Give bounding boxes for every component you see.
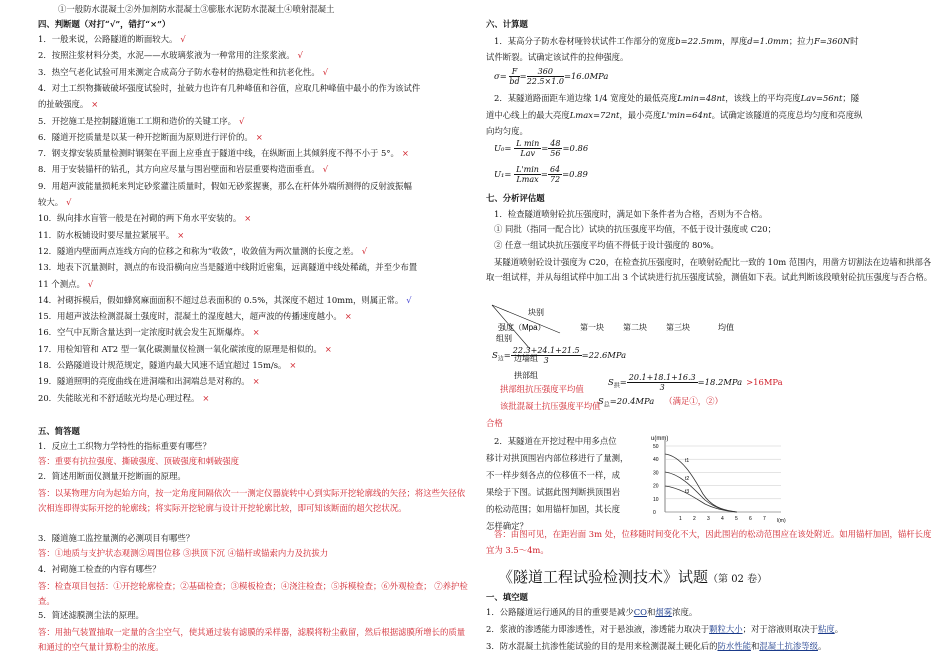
answer-3: 答：①地质与支护状态观测②周围位移 ③拱顶下沉 ④锚杆或锚索内力及抗拔力 <box>38 548 329 558</box>
calc-2-end: ；隧 <box>842 93 860 103</box>
judge-item <box>38 376 260 387</box>
judge-item-mark: √ <box>238 115 245 126</box>
table-row-wall: 边墙组 <box>514 354 538 363</box>
judge-item-mark: × <box>252 327 260 338</box>
chart-x-ticks <box>679 516 766 522</box>
judge-item <box>38 246 367 257</box>
calc-2-line-3: 向均匀度。 <box>486 126 528 136</box>
judge-item-mark: √ <box>66 197 72 207</box>
calc-1-force: F=360N <box>813 36 851 46</box>
judge-item-text: 11．防水板铺设时要尽量拉紧展平。 <box>38 229 175 240</box>
calc-2-text: 2．某隧道路面距车道边缘 1/4 宽度处的最低亮度 <box>494 93 678 103</box>
judge-item <box>38 344 332 355</box>
chart-y-tick: 40 <box>653 457 659 464</box>
analysis-2-line: 怎样确定？ <box>486 521 528 531</box>
calc-2-line <box>494 93 859 104</box>
table-col-1: 第一块 <box>580 323 604 332</box>
question-1: 1．反应土工织物力学特性的指标重要有哪些？ <box>38 441 211 451</box>
u1-formula: U₁= $\frac{L'\min}{Lmax}$ = $\frac{64}{72}$ =0.89 <box>494 165 588 184</box>
calc-1-line <box>494 36 859 47</box>
analysis-1-a: ① 同批（指同一配合比）试块的抗压强度平均值，不低于设计强度或 C20； <box>494 224 777 234</box>
exam-volume: （第 02 卷） <box>708 574 768 585</box>
judge-item-mark: √ <box>322 164 329 175</box>
u1-num: L'min <box>516 165 539 174</box>
judge-item-text: 的扯破强度。 <box>38 99 89 110</box>
judge-item <box>38 279 93 290</box>
u0-lhs: U₀= <box>494 143 512 153</box>
judge-item-text: 较大。 <box>38 197 64 207</box>
s-wall-num: 22.3+24.1+21.5 <box>512 346 580 355</box>
s-arch-lhs: S <box>608 377 614 387</box>
s-total-note: （满足①，②） <box>664 396 723 406</box>
fill-1-answer-1: CO <box>633 607 647 617</box>
chart-y-ticks <box>653 444 659 516</box>
table-group-label: 组别 <box>496 334 512 343</box>
judge-item-text: 9．用超声波能量损耗来判定砂浆灌注质量时，假如无砂浆握裹，那么在杆体外端所测得的反射波振幅 <box>38 180 412 191</box>
fill-1-a: 1．公路隧道运行通风的目的重要是减少 <box>486 607 634 617</box>
analysis-2-line: 果绘于下图。试据此图判断拱顶围岩 <box>486 487 620 497</box>
chart-y-tick: 10 <box>653 496 659 503</box>
chart-y-tick: 30 <box>653 470 659 477</box>
judge-item-text: 15．用超声波法检测混凝土强度时，混凝土的湿度越大，超声波的传播速度越小。 <box>38 311 342 322</box>
short-answer-heading: 五、简答题 <box>38 426 80 436</box>
fill-2-answer-1: 颗粒大小 <box>709 624 743 634</box>
judge-item-mark: × <box>91 99 99 110</box>
judge-item-text: 19．隧道照明的亮度曲线在进洞端和出洞端总是对称的。 <box>38 376 250 387</box>
fill-2-a: 2．浆液的渗透能力即渗透性，对于悬浊液，渗透能力取决于 <box>486 624 710 634</box>
judge-item-mark: × <box>252 376 260 387</box>
s-arch-num: 20.1+18.1+16.3 <box>628 373 696 382</box>
sigma-den-1: bd <box>509 77 520 86</box>
analysis-1-c: 某隧道喷射砼设计强度为 C20，在检查抗压强度时，在喷射砼配比一致的 10m 范围内，用凿方切割法在边墙和拱部各取一组试样，并从每组试样中加工出 3 个试块进行抗压强度试验，测值如下表。试此判断该段喷射砼抗压强度与否合格。 <box>486 257 933 282</box>
judge-item-text: 3．热空气老化试验可用来测定合成高分子防水卷材的热稳定性和抗老化性。 <box>38 66 320 77</box>
calc-1-width: b=22.5mm <box>675 36 723 46</box>
judge-item <box>38 360 296 371</box>
chart-x-tick: 6 <box>749 516 752 522</box>
answer-4: 答：检查项目包括：①开挖轮廓检查；②基础检查；③模板检查；④浇注检查；⑤拆模检查；⑥外观检查； ⑦养护检查。 <box>38 581 468 606</box>
red-note-1: 拱部组抗压强度平均值 <box>500 384 584 394</box>
judge-item-text: 7．钢支撑安装质量检测时钢架在平面上应垂直于隧道中线，在纵断面上其倾斜度不得不小于 5°。 <box>38 148 399 159</box>
analysis-2-line: 的松动范围；如用锚杆加固，其长度 <box>486 504 620 514</box>
judge-item <box>38 34 186 45</box>
table-row-arch: 拱部组 <box>514 371 538 380</box>
calc-2-2c: 。试确定该隧道的亮度总均匀度和亮度纵 <box>711 110 863 120</box>
question-2: 2．简述用断面仪测量开挖断面的原理。 <box>38 471 186 481</box>
judge-item-text: 11 个测点。 <box>38 278 85 289</box>
sigma-result: =16.0MPa <box>563 71 609 81</box>
fill-1 <box>486 607 697 618</box>
judge-item <box>38 197 71 208</box>
chart-y-tick: 20 <box>653 483 659 490</box>
chart-x-tick: 4 <box>721 516 724 522</box>
judge-item-mark: × <box>177 229 185 240</box>
s-arch-den: 3 <box>659 383 665 392</box>
s-total-lhs: S <box>598 396 604 406</box>
u0-den-2: 56 <box>550 149 561 158</box>
sigma-formula: σ= $\frac{F}{bd}$ = $\frac{360}{22.5\times 1.0}$ =16.0MPa <box>494 67 609 86</box>
fill-2 <box>486 624 843 635</box>
analysis-1: 1．检查隧道喷射砼抗压强度时，满足如下条件者为合格，否则为不合格。 <box>494 209 768 219</box>
calc-2-2a: 道中心线上的最大亮度 <box>486 110 570 120</box>
judge-item-mark: √ <box>297 50 303 61</box>
judge-item-text: 8．用于安装锚杆的钻孔，其方向应尽量与围岩壁面和岩层重要构造面垂直。 <box>38 164 320 175</box>
exam-title: 《隧道工程试验检测技术》试题 <box>498 568 709 586</box>
judge-item <box>38 393 209 404</box>
judge-item-text: 5．开挖施工是控制隧道施工工期和造价的关键工序。 <box>38 115 236 126</box>
u0-result: =0.86 <box>562 143 589 153</box>
s-wall-lhs: S <box>492 350 498 360</box>
judge-item-text: 16．空气中瓦斯含量达到一定浓度时就会发生瓦斯爆炸。 <box>38 327 250 338</box>
calc-2-2b: ，最小亮度 <box>619 110 662 120</box>
question-3: 3．隧道施工监控量测的必测项目有哪些？ <box>38 533 195 543</box>
u1-result: =0.89 <box>562 169 588 179</box>
s-arch-formula: $S_拱=$ $\frac{20.1+18.1+16.3}{3}$ =18.2MPa >16MPa <box>608 373 783 392</box>
calc-heading: 六、计算题 <box>486 19 528 29</box>
sigma-den-2: 22.5×1.0 <box>526 77 564 86</box>
judge-item-text: 4．对土工织物撕破破坏强度试验时，扯破力也许有几种峰值和谷值，应取几种峰值中最小的作为该试件 <box>38 82 421 93</box>
s-arch-sub: 拱 <box>613 382 620 390</box>
s-wall-sub: 边 <box>497 355 504 363</box>
judge-item-text: 6．隧道开挖质量是以某一种开挖断面为原则进行评价的。 <box>38 131 253 142</box>
chart-y-tick: 50 <box>653 444 659 450</box>
judge-item <box>38 83 420 94</box>
u1-num-2: 64 <box>549 165 561 174</box>
analysis-2-answer: 答：由图可见，在距岩面 3m 处，位移随时间变化不大，因此围岩的松动范围应在该处附近。如用锚杆加固，锚杆长度宜为 3.5～4m。 <box>486 529 932 555</box>
chart-curve-2 <box>665 472 737 512</box>
judge-item-text: 20．失能眩光和不舒适眩光均是心理过程。 <box>38 392 200 403</box>
chart-x-tick: 2 <box>693 516 696 522</box>
sigma-lhs: σ= <box>494 71 507 81</box>
fill-1-c: 浓度。 <box>672 607 698 617</box>
judge-item-text: 18．公路隧道设计规范规定，隧道内最大风速不适宜超过 15m/s。 <box>38 360 287 370</box>
table-col-3: 第三块 <box>666 323 690 332</box>
judge-item-mark: √ <box>180 34 186 44</box>
judge-item-mark: × <box>289 360 297 370</box>
calc-1-line-2: 试件断裂。试确定该试件的拉伸强度。 <box>486 52 629 62</box>
u0-formula: U₀= $\frac{\text{L min}}{\text{Lav}}$ = $\frac{48}{56}$ =0.86 <box>494 139 589 158</box>
calc-2-lmin2: L'min=64nt <box>661 110 712 120</box>
judge-item <box>38 295 412 306</box>
chart-x-tick: 7 <box>763 516 766 522</box>
judge-item-mark: √ <box>87 278 94 289</box>
s-arch-result: =18.2MPa <box>697 377 743 387</box>
fill-2-answer-2: 粘度 <box>817 624 835 634</box>
judge-heading: 四、判断题（对打“√”，错打“×”） <box>38 19 171 29</box>
judge-item <box>38 148 409 159</box>
chart-curve-label-2: t2 <box>685 476 690 482</box>
answer-1: 答：重要有抗拉强度、撕破强度、顶破强度和刺破强度 <box>38 456 239 466</box>
judge-item <box>38 99 98 110</box>
u1-den-2: 72 <box>549 175 561 184</box>
u0-num-2: 48 <box>550 139 561 148</box>
judge-item <box>38 50 303 61</box>
judge-item <box>38 311 352 322</box>
judge-item-text: 10．纵向排水盲管一般是在衬砌的两下角水平安装的。 <box>38 213 242 224</box>
chart-x-tick: 3 <box>707 516 710 522</box>
calc-2-mid: ，该线上的平均亮度 <box>725 93 801 103</box>
judge-item <box>38 67 328 78</box>
calc-1-thickness: d=1.0mm <box>747 36 789 46</box>
fill-3-answer-2: 混凝土抗渗等级 <box>759 641 818 651</box>
analysis-1-b: ② 任意一组试块抗压强度平均值不得低于设计强度的 80%。 <box>494 240 719 250</box>
u1-lhs: U₁= <box>494 169 512 179</box>
analysis-2-line: 2．某隧道在开挖过程中用多点位 <box>494 436 617 446</box>
judge-item-text: 17．用检知管和 AT2 型一氧化碳测量仪检测一氧化碳浓度的原理是相似的。 <box>38 343 322 354</box>
question-4: 4．衬砌施工检查的内容有哪些？ <box>38 564 161 574</box>
chart-curve-1 <box>665 454 737 512</box>
judge-item-mark: √ <box>322 66 329 77</box>
red-note-2: 该批混凝土抗压强度平均值 <box>500 401 601 411</box>
table-col-2: 第二块 <box>623 323 647 332</box>
judge-item-mark: × <box>244 213 252 224</box>
sigma-num-2: 360 <box>527 67 564 77</box>
fill-1-b: 和 <box>646 607 656 617</box>
judge-item-mark: × <box>255 131 263 142</box>
calc-1-mid2: ；拉力 <box>788 36 814 46</box>
judge-item <box>38 132 263 143</box>
judge-item-text: 14．衬砌拆模后，假如蜂窝麻面面积不超过总表面积的 0.5%，其深度不超过 10mm，则属正常。 <box>38 294 404 305</box>
analysis-2-line: 移计对拱顶围岩内部位移进行了量测， <box>486 453 629 463</box>
chart-x-label: l(m) <box>777 518 786 524</box>
calc-2-lav: Lav=56nt <box>800 93 843 103</box>
calc-1-mid: ，厚度 <box>722 36 748 46</box>
judge-item-text: 1．一般来说，公路隧道的断面较大。 <box>38 34 178 44</box>
chart-y-label: u(mm) <box>651 436 669 442</box>
u0-num: L min <box>516 139 540 148</box>
fill-3-b: 和 <box>750 641 760 651</box>
calc-2-lmax: Lmax=72nt <box>569 110 620 120</box>
options-line: ①一般防水混凝土②外加剂防水混凝土③膨胀水泥防水混凝土④喷射混凝土 <box>58 4 335 14</box>
chart-curve-label-3: t3 <box>685 489 690 495</box>
chart-y-tick: 0 <box>653 510 656 516</box>
s-total-result: =20.4MPa <box>609 396 655 406</box>
judge-item <box>38 327 260 338</box>
table-strength-label: 强度（Mpa） <box>498 323 546 332</box>
fill-3-answer-1: 防水性能 <box>717 641 751 651</box>
s-wall-formula: $S_边=$ $\frac{22.3+24.1+21.5}{3}$ =22.6MPa <box>492 346 627 365</box>
table-block-label: 块别 <box>528 308 544 317</box>
judge-item-mark: √ <box>361 245 368 256</box>
fill-2-c: 。 <box>834 624 844 634</box>
chart-curve-label-1: t1 <box>685 458 690 464</box>
s-arch-note: >16MPa <box>746 377 783 387</box>
fill-3 <box>486 641 826 652</box>
judge-item-text: 13．地表下沉量测时，测点的布设沿横向应当是隧道中线附近密集，远离隧道中线处稀疏，并至少布置 <box>38 262 418 273</box>
table-col-4: 均值 <box>718 323 734 332</box>
analysis-2-line: 不一样步刻各点的位移值不一样，成 <box>486 470 620 480</box>
judge-item <box>38 164 328 175</box>
question-5: 5．简述滤膜测尘法的原理。 <box>38 610 144 620</box>
calc-2-lmin: Lmin=48nt <box>677 93 726 103</box>
judge-item <box>38 116 244 127</box>
judge-item-text: 2．按照注浆材料分类，水泥——水玻璃浆液为一种常用的注浆浆液。 <box>38 50 295 61</box>
u1-den: Lmax <box>516 175 539 184</box>
answer-5: 答：用抽气装置抽取一定量的含尘空气，使其通过装有滤膜的采样器，滤膜将粉尘截留，然后根据滤膜所增长的质量和通过的空气量计算粉尘的浓度。 <box>38 627 466 652</box>
red-note-3: 合格 <box>486 418 503 428</box>
chart-x-tick: 1 <box>679 516 682 522</box>
analysis-heading: 七、分析评估题 <box>486 193 545 203</box>
u0-den: Lav <box>520 149 535 158</box>
judge-item-mark: × <box>324 343 332 354</box>
chart-x-tick: 5 <box>735 516 738 522</box>
judge-item <box>38 262 417 273</box>
judge-item-mark: × <box>344 311 352 322</box>
judge-item-text: 12．隧道内壁面两点连线方向的位移之和称为“收敛”，收敛值为两次量测的长度之差。 <box>38 245 359 256</box>
s-total-formula <box>598 396 723 411</box>
s-total-sub: 总 <box>603 401 610 409</box>
judge-item-mark: √ <box>406 294 412 305</box>
fill-heading: 一、填空题 <box>486 592 528 602</box>
judge-item <box>38 230 184 241</box>
judge-item <box>38 181 412 192</box>
judge-item <box>38 213 251 224</box>
s-wall-result: =22.6MPa <box>581 350 627 360</box>
judge-item-mark: × <box>202 392 210 403</box>
judge-item-mark: × <box>401 148 409 159</box>
calc-2-line-2 <box>486 110 862 121</box>
s-wall-den: 3 <box>543 356 549 365</box>
fill-2-b: ；对于溶液则取决于 <box>742 624 818 634</box>
calc-1-end: 时 <box>850 36 859 46</box>
sigma-num-1: F <box>509 67 519 77</box>
fill-3-c: 。 <box>817 641 827 651</box>
fill-3-a: 3．防水混凝土抗渗性能试验的目的是用来检测混凝土硬化后的 <box>486 641 718 651</box>
displacement-chart <box>641 432 791 524</box>
answer-2: 答：以某物理方向为起始方向，按一定角度间隔依次一一测定仪器旋转中心到实际开挖轮廓线的矢径；将这些矢径依次相连即得实际开挖的轮廓线；将实际开挖轮廓与设计开挖轮廓比较，即可知该断面的超欠挖状况。 <box>38 488 466 513</box>
calc-1-text: 1．某高分子防水卷材哑铃状试件工作部分的宽度 <box>494 36 676 46</box>
fill-1-answer-2: 烟雾 <box>655 607 673 617</box>
exam-title-line <box>498 566 767 587</box>
